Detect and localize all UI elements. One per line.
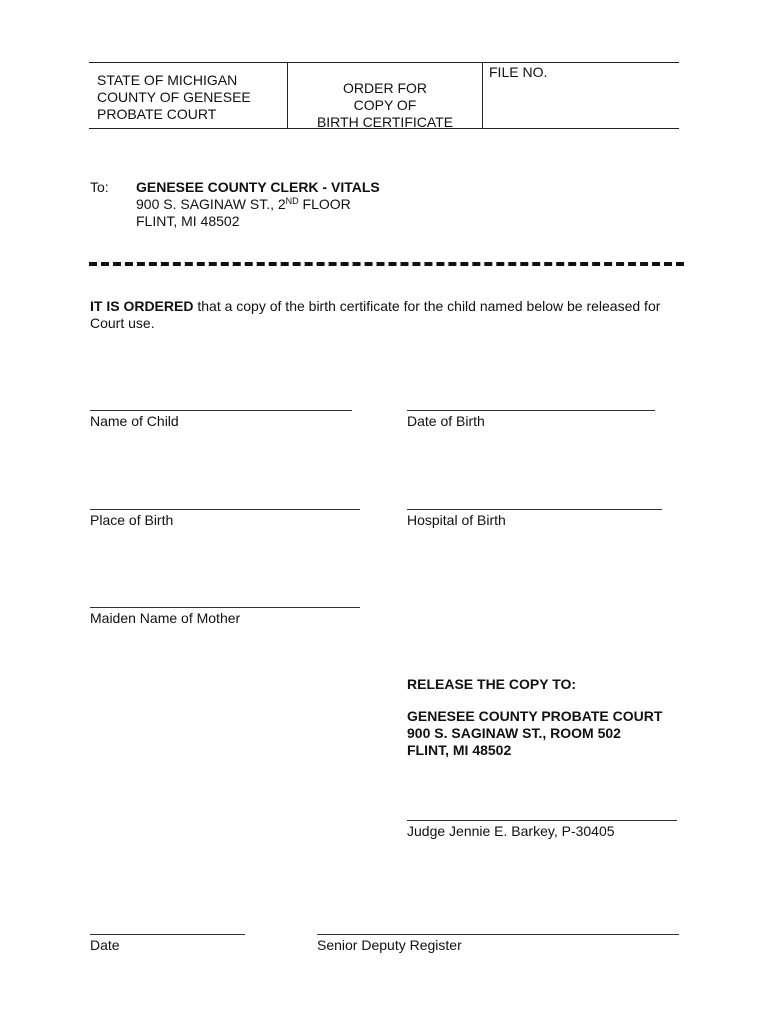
court-name: [97, 72, 251, 123]
recipient-address: [136, 196, 380, 213]
name-of-child-line[interactable]: [90, 410, 352, 411]
recipient-address-suffix: FLOOR: [298, 196, 351, 212]
dashed-separator: [89, 262, 684, 266]
recipient-city: FLINT, MI 48502: [136, 213, 240, 229]
title-line-1: ORDER FOR: [343, 80, 427, 96]
recipient-block: [136, 179, 380, 230]
document-title: [288, 80, 482, 131]
hospital-of-birth-label: Hospital of Birth: [407, 512, 506, 528]
court-line-county: COUNTY OF GENESEE: [97, 89, 251, 105]
hospital-of-birth-line[interactable]: [407, 509, 662, 510]
register-signature-label: Senior Deputy Register: [317, 937, 462, 953]
release-line-3: FLINT, MI 48502: [407, 742, 512, 758]
date-of-birth-line[interactable]: [407, 410, 655, 411]
court-line-court: PROBATE COURT: [97, 106, 217, 122]
order-text-2: Court use.: [90, 315, 155, 331]
title-line-2: COPY OF: [353, 97, 417, 113]
recipient-address-sup: ND: [285, 196, 299, 206]
date-of-birth-label: Date of Birth: [407, 413, 485, 429]
order-lead: IT IS ORDERED: [90, 298, 194, 314]
place-of-birth-line[interactable]: [90, 509, 360, 510]
order-line-1: [90, 298, 690, 315]
maiden-name-label: Maiden Name of Mother: [90, 610, 241, 626]
release-address: [407, 708, 662, 759]
recipient-name: GENESEE COUNTY CLERK - VITALS: [136, 179, 380, 195]
place-of-birth-label: Place of Birth: [90, 512, 174, 528]
court-line-state: STATE OF MICHIGAN: [97, 72, 238, 88]
header-top-rule: [89, 62, 679, 63]
name-of-child-label: Name of Child: [90, 413, 179, 429]
file-no-label: FILE NO.: [489, 64, 548, 80]
to-label: To:: [90, 179, 109, 195]
order-text-1: that a copy of the birth certificate for the child named below be released for: [193, 298, 661, 314]
title-line-3: BIRTH CERTIFICATE: [316, 114, 454, 130]
order-paragraph: [90, 298, 690, 332]
release-heading: RELEASE THE COPY TO:: [407, 676, 577, 692]
judge-signature-line[interactable]: [407, 820, 677, 821]
recipient-address-prefix: 900 S. SAGINAW ST., 2: [136, 196, 286, 212]
judge-signature-label: Judge Jennie E. Barkey, P-30405: [407, 823, 615, 839]
header-divider-right: [482, 62, 483, 129]
date-signature-line[interactable]: [90, 934, 245, 935]
release-line-2: 900 S. SAGINAW ST., ROOM 502: [407, 725, 621, 741]
release-line-1: GENESEE COUNTY PROBATE COURT: [407, 708, 663, 724]
maiden-name-line[interactable]: [90, 607, 360, 608]
date-signature-label: Date: [90, 937, 120, 953]
register-signature-line[interactable]: [317, 934, 679, 935]
